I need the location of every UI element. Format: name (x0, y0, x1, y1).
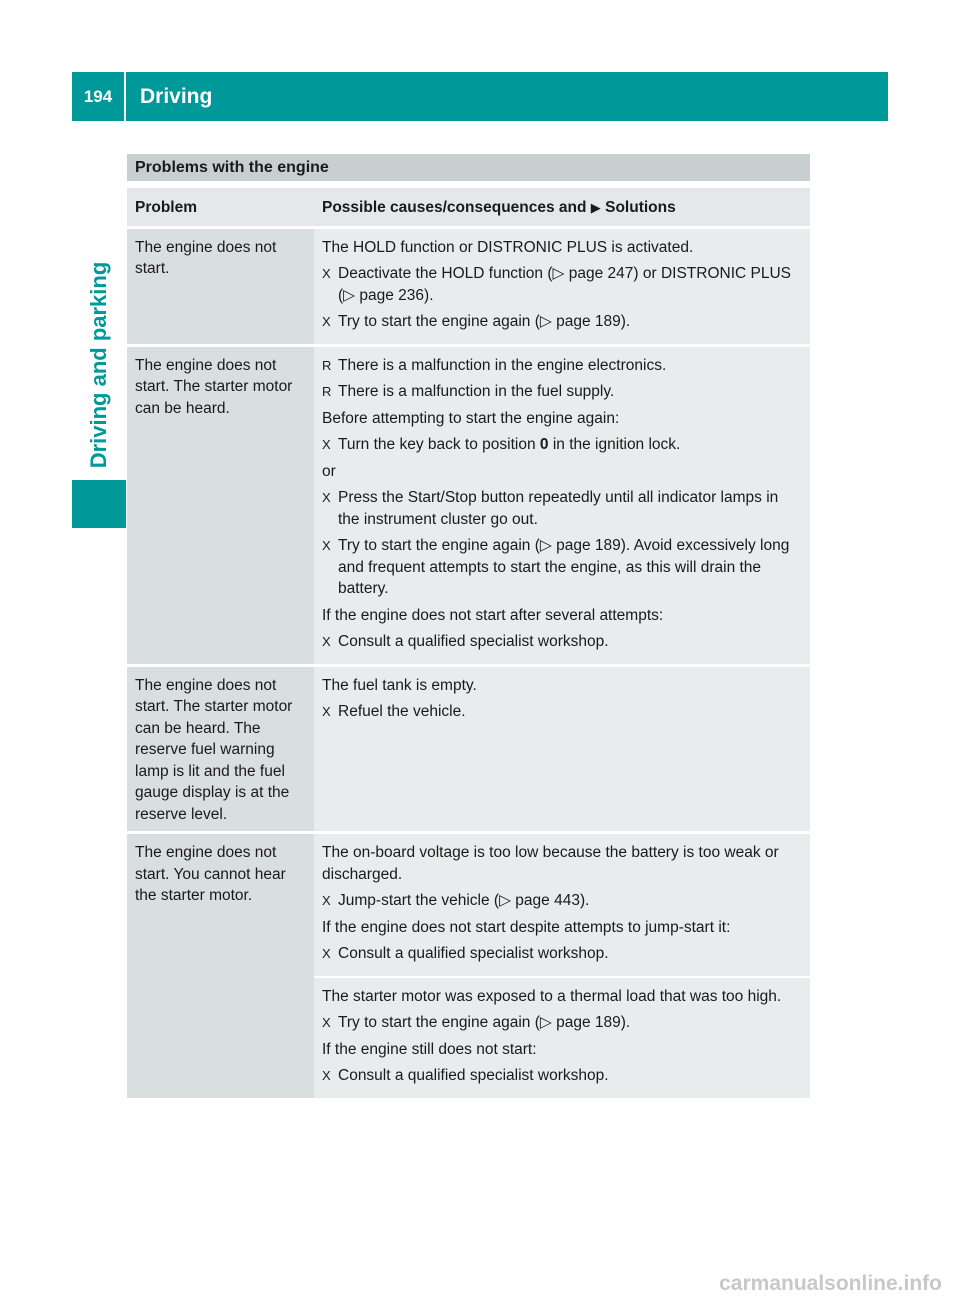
action-marker-icon: X (322, 704, 331, 719)
info-text: or (322, 462, 336, 480)
step-text: Press the Start/Stop button repeatedly until all indicator lamps in the instrument cluster go out. (338, 489, 779, 528)
side-tab-marker (72, 480, 126, 528)
step-text: Try to start the engine again (▷ page 189). (338, 1014, 631, 1031)
header-problem: Problem (127, 188, 314, 227)
action-step (322, 1012, 802, 1034)
action-step (322, 943, 802, 965)
action-step (322, 701, 802, 723)
step-text: Refuel the vehicle. (338, 703, 466, 720)
section-title: Problems with the engine (127, 154, 810, 181)
action-marker-icon: X (322, 314, 331, 329)
action-marker-icon: X (322, 490, 331, 505)
info-text: If the engine still does not start: (322, 1040, 537, 1058)
action-step (322, 631, 802, 653)
table-row (127, 833, 810, 977)
step-text: Deactivate the HOLD function (▷ page 247) or DISTRONIC PLUS (▷ page 236). (338, 265, 791, 304)
solution-cell (314, 345, 810, 665)
problems-table (127, 188, 810, 1098)
action-step (322, 1065, 802, 1087)
table-body (127, 227, 810, 1098)
solution-cell (314, 977, 810, 1098)
info-text: The HOLD function or DISTRONIC PLUS is activated. (322, 238, 694, 256)
info-text: Before attempting to start the engine again: (322, 409, 620, 427)
step-text: Turn the key back to position (338, 436, 540, 453)
step-text-bold: 0 (539, 436, 549, 453)
arrow-icon: ▶ (590, 200, 601, 215)
step-text: There is a malfunction in the fuel supply. (338, 383, 615, 400)
action-marker-icon: X (322, 538, 331, 553)
action-marker-icon: X (322, 946, 331, 961)
action-step (322, 535, 802, 600)
problem-cell: The engine does not start. (127, 227, 314, 345)
cause-item (322, 381, 802, 403)
action-marker-icon: X (322, 634, 331, 649)
action-step (322, 487, 802, 530)
action-step (322, 263, 802, 306)
action-step (322, 890, 802, 912)
header-solutions-pre: Possible causes/consequences and (322, 199, 587, 216)
step-text: Try to start the engine again (▷ page 189). (338, 313, 631, 330)
watermark: carmanualsonline.info (719, 1272, 942, 1295)
cause-item (322, 355, 802, 377)
table-row (127, 665, 810, 833)
info-text: If the engine does not start despite attempts to jump-start it: (322, 918, 731, 936)
step-text: There is a malfunction in the engine electronics. (338, 356, 667, 374)
table-row (127, 345, 810, 665)
table-row (127, 227, 810, 345)
action-marker-icon: X (322, 893, 331, 908)
cause-marker-icon: R (322, 357, 332, 373)
table-header-row (127, 188, 810, 227)
page-number: 194 (72, 72, 126, 121)
action-marker-icon: X (322, 266, 331, 281)
info-text: The on-board voltage is too low because the battery is too weak or discharged. (322, 844, 779, 883)
action-step (322, 434, 802, 456)
step-text: in the ignition lock. (548, 436, 681, 453)
step-text: Consult a qualified specialist workshop. (338, 633, 609, 650)
cause-marker-icon: R (322, 384, 332, 399)
side-tab-label: Driving and parking (86, 261, 111, 469)
action-marker-icon: X (322, 1015, 331, 1030)
action-marker-icon: X (322, 1068, 331, 1083)
info-text: If the engine does not start after several attempts: (322, 606, 664, 624)
solution-cell (314, 227, 810, 345)
step-text: Consult a qualified specialist workshop. (338, 945, 609, 962)
step-text: Consult a qualified specialist workshop. (338, 1067, 609, 1084)
problem-cell: The engine does not start. The starter motor can be heard. The reserve fuel warning lamp is lit and the fuel gauge display is at the reserve level. (127, 665, 314, 833)
info-text: The fuel tank is empty. (322, 676, 477, 694)
solution-cell (314, 833, 810, 977)
header-solutions-post: Solutions (605, 199, 676, 216)
action-step (322, 311, 802, 333)
problem-cell: The engine does not start. The starter motor can be heard. (127, 345, 314, 665)
action-marker-icon: X (322, 437, 331, 452)
page-header (72, 72, 888, 121)
solution-cell (314, 665, 810, 833)
header-solutions (314, 188, 810, 227)
step-text: Jump-start the vehicle (▷ page 443). (338, 892, 590, 909)
step-text: Try to start the engine again (▷ page 189). Avoid excessively long and frequent attempts to start the engine, as this will drain the battery. (338, 537, 790, 597)
info-text: The starter motor was exposed to a thermal load that was too high. (322, 987, 782, 1005)
chapter-title: Driving (140, 84, 213, 108)
problem-cell: The engine does not start. You cannot hear the starter motor. (127, 833, 314, 1098)
